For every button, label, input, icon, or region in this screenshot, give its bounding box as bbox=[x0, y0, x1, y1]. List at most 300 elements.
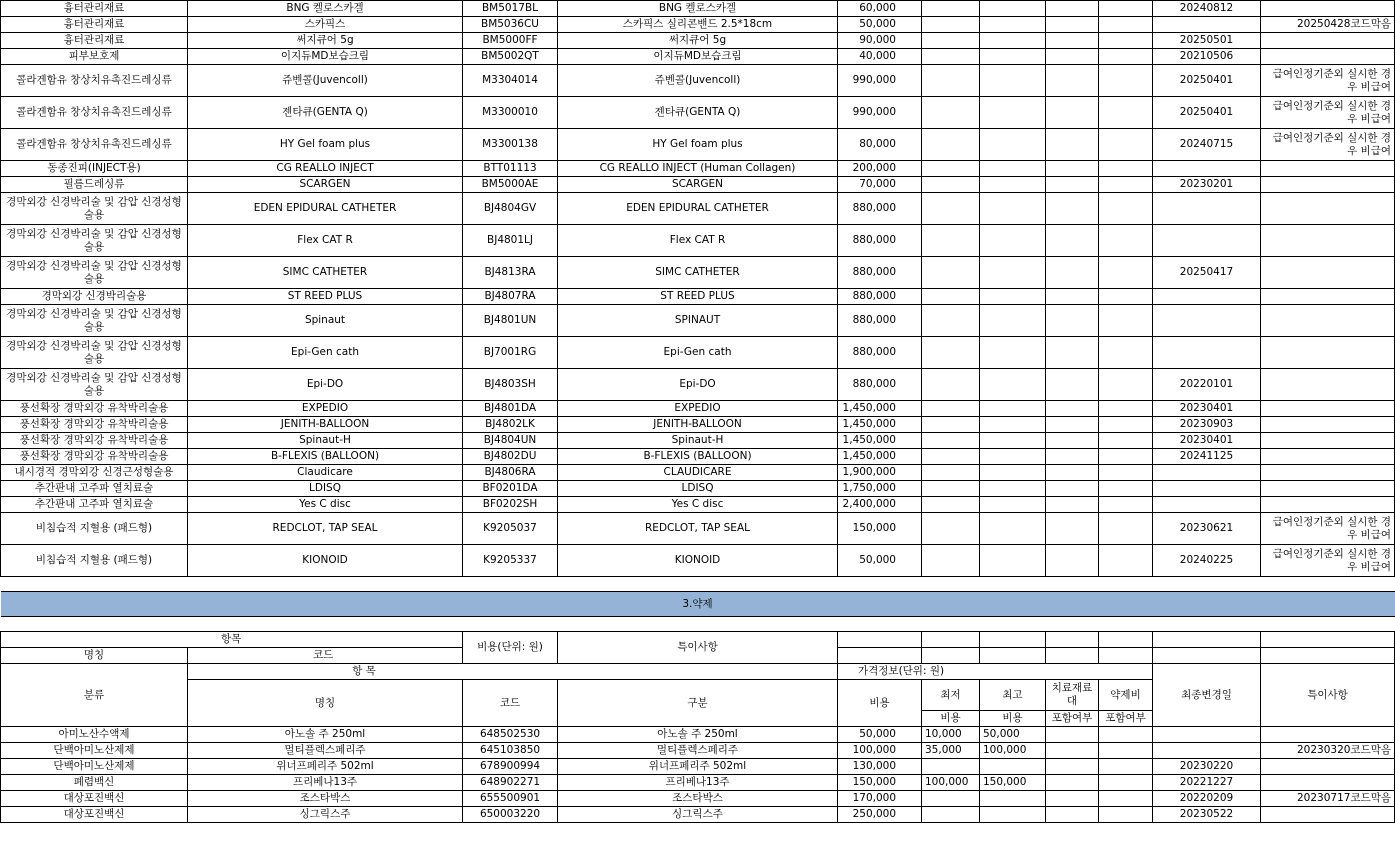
max-cell bbox=[980, 449, 1046, 465]
price-cell: 880,000 bbox=[838, 369, 922, 401]
price-cell: 1,450,000 bbox=[838, 401, 922, 417]
max-cell bbox=[980, 337, 1046, 369]
header-b-drug: 약제비 bbox=[1099, 680, 1153, 711]
name-cell: Epi-Gen cath bbox=[188, 337, 463, 369]
max-cell bbox=[980, 807, 1046, 823]
category-cell: 폐렴백신 bbox=[1, 775, 188, 791]
max-cell bbox=[980, 497, 1046, 513]
date-cell bbox=[1153, 289, 1261, 305]
code-cell: BJ4806RA bbox=[463, 465, 558, 481]
date-cell: 20250401 bbox=[1153, 65, 1261, 97]
table-row bbox=[1, 743, 1395, 759]
price-cell: 880,000 bbox=[838, 193, 922, 225]
price-cell: 1,450,000 bbox=[838, 417, 922, 433]
spec-cell: SIMC CATHETER bbox=[558, 257, 838, 289]
name-cell: REDCLOT, TAP SEAL bbox=[188, 513, 463, 545]
header-a-note: 특이사항 bbox=[558, 632, 838, 664]
treat-cell bbox=[1046, 775, 1099, 791]
spec-cell: 써지큐어 5g bbox=[558, 33, 838, 49]
note-cell bbox=[1261, 727, 1395, 743]
category-cell: 추간판내 고주파 열치료술 bbox=[1, 497, 188, 513]
max-cell bbox=[980, 33, 1046, 49]
date-cell: 20240715 bbox=[1153, 129, 1261, 161]
code-cell: M3300010 bbox=[463, 97, 558, 129]
header-b-category: 분류 bbox=[1, 664, 188, 727]
min-cell bbox=[922, 369, 980, 401]
drug-cell bbox=[1099, 807, 1153, 823]
treat-cell bbox=[1046, 257, 1099, 289]
min-cell bbox=[922, 1, 980, 17]
max-cell bbox=[980, 791, 1046, 807]
min-cell bbox=[922, 177, 980, 193]
spec-cell: B-FLEXIS (BALLOON) bbox=[558, 449, 838, 465]
code-cell: BJ4801UN bbox=[463, 305, 558, 337]
max-cell bbox=[980, 433, 1046, 449]
name-cell: 이지듀MD보습크림 bbox=[188, 49, 463, 65]
note-cell bbox=[1261, 305, 1395, 337]
drug-cell bbox=[1099, 775, 1153, 791]
price-cell: 80,000 bbox=[838, 129, 922, 161]
min-cell bbox=[922, 807, 980, 823]
table-row bbox=[1, 17, 1395, 33]
date-cell: 20250401 bbox=[1153, 97, 1261, 129]
date-cell: 20230621 bbox=[1153, 513, 1261, 545]
treat-cell bbox=[1046, 465, 1099, 481]
treat-cell bbox=[1046, 727, 1099, 743]
category-cell: 풍선확장 경막외강 유착박리술용 bbox=[1, 449, 188, 465]
spec-cell: HY Gel foam plus bbox=[558, 129, 838, 161]
category-cell: 흉터관리재료 bbox=[1, 1, 188, 17]
min-cell bbox=[922, 129, 980, 161]
max-cell bbox=[980, 65, 1046, 97]
min-cell bbox=[922, 97, 980, 129]
max-cell bbox=[980, 759, 1046, 775]
blank-row bbox=[1, 617, 1395, 632]
spec-cell: JENITH-BALLOON bbox=[558, 417, 838, 433]
note-cell bbox=[1261, 807, 1395, 823]
date-cell: 20210506 bbox=[1153, 49, 1261, 65]
spec-cell: Yes C disc bbox=[558, 497, 838, 513]
treat-cell bbox=[1046, 177, 1099, 193]
note-cell bbox=[1261, 417, 1395, 433]
code-cell: BF0202SH bbox=[463, 497, 558, 513]
code-cell: BTT01113 bbox=[463, 161, 558, 177]
min-cell bbox=[922, 417, 980, 433]
name-cell: EXPEDIO bbox=[188, 401, 463, 417]
drug-cell bbox=[1099, 369, 1153, 401]
spec-cell: Spinaut-H bbox=[558, 433, 838, 449]
drug-cell bbox=[1099, 401, 1153, 417]
name-cell: Yes C disc bbox=[188, 497, 463, 513]
drug-cell bbox=[1099, 33, 1153, 49]
drug-cell bbox=[1099, 225, 1153, 257]
category-cell: 필름드레싱류 bbox=[1, 177, 188, 193]
max-cell: 150,000 bbox=[980, 775, 1046, 791]
drug-cell bbox=[1099, 193, 1153, 225]
kind-cell: 멀티플렉스페리주 bbox=[558, 743, 838, 759]
treat-cell bbox=[1046, 481, 1099, 497]
code-cell: BJ4807RA bbox=[463, 289, 558, 305]
table-row bbox=[1, 481, 1395, 497]
kind-cell: 프리베나13주 bbox=[558, 775, 838, 791]
date-cell bbox=[1153, 17, 1261, 33]
category-cell: 피부보호제 bbox=[1, 49, 188, 65]
code-cell: BM5000AE bbox=[463, 177, 558, 193]
code-cell: BJ4803SH bbox=[463, 369, 558, 401]
note-cell bbox=[1261, 759, 1395, 775]
treat-cell bbox=[1046, 225, 1099, 257]
header-a-name: 명칭 bbox=[1, 648, 188, 664]
drug-cell bbox=[1099, 129, 1153, 161]
spec-cell: LDISQ bbox=[558, 481, 838, 497]
note-cell: 20230320코드막음 bbox=[1261, 743, 1395, 759]
treat-cell bbox=[1046, 401, 1099, 417]
code-cell: BJ4804UN bbox=[463, 433, 558, 449]
price-cell: 40,000 bbox=[838, 49, 922, 65]
name-cell: SCARGEN bbox=[188, 177, 463, 193]
drug-cell bbox=[1099, 17, 1153, 33]
min-cell bbox=[922, 65, 980, 97]
table-row bbox=[1, 759, 1395, 775]
name-cell: Spinaut-H bbox=[188, 433, 463, 449]
note-cell: 급여인정기준외 실시한 경우 비급여 bbox=[1261, 545, 1395, 577]
table-row bbox=[1, 401, 1395, 417]
header-b-treat: 치료재료대 bbox=[1046, 680, 1099, 711]
code-cell: 648902271 bbox=[463, 775, 558, 791]
name-cell: Epi-DO bbox=[188, 369, 463, 401]
table-row bbox=[1, 369, 1395, 401]
category-cell: 내시경적 경막외강 신경근성형술용 bbox=[1, 465, 188, 481]
max-cell bbox=[980, 193, 1046, 225]
min-cell bbox=[922, 497, 980, 513]
treat-cell bbox=[1046, 193, 1099, 225]
note-cell: 급여인정기준외 실시한 경우 비급여 bbox=[1261, 97, 1395, 129]
treat-cell bbox=[1046, 161, 1099, 177]
header-b-row1 bbox=[1, 664, 1395, 680]
name-cell: 스카픽스 bbox=[188, 17, 463, 33]
price-cell: 130,000 bbox=[838, 759, 922, 775]
category-cell: 단백아미노산제제 bbox=[1, 743, 188, 759]
code-cell: BJ4801LJ bbox=[463, 225, 558, 257]
kind-cell: 조스타박스 bbox=[558, 791, 838, 807]
spec-cell: EXPEDIO bbox=[558, 401, 838, 417]
category-cell: 흉터관리재료 bbox=[1, 17, 188, 33]
treat-cell bbox=[1046, 759, 1099, 775]
max-cell bbox=[980, 369, 1046, 401]
date-cell bbox=[1153, 193, 1261, 225]
spec-cell: 젠타큐(GENTA Q) bbox=[558, 97, 838, 129]
price-cell: 880,000 bbox=[838, 225, 922, 257]
table-row bbox=[1, 161, 1395, 177]
min-cell bbox=[922, 289, 980, 305]
category-cell: 콜라겐함유 창상치유촉진드레싱류 bbox=[1, 129, 188, 161]
table-row bbox=[1, 433, 1395, 449]
name-cell: KIONOID bbox=[188, 545, 463, 577]
price-cell: 2,400,000 bbox=[838, 497, 922, 513]
table-row bbox=[1, 727, 1395, 743]
price-cell: 170,000 bbox=[838, 791, 922, 807]
note-cell bbox=[1261, 369, 1395, 401]
treat-cell bbox=[1046, 49, 1099, 65]
code-cell: BJ7001RG bbox=[463, 337, 558, 369]
date-cell: 20240225 bbox=[1153, 545, 1261, 577]
category-cell: 경막외강 신경박리술용 bbox=[1, 289, 188, 305]
table-row bbox=[1, 33, 1395, 49]
header-b-date: 최종변경일 bbox=[1153, 664, 1261, 727]
category-cell: 풍선확장 경막외강 유착박리술용 bbox=[1, 417, 188, 433]
treat-cell bbox=[1046, 305, 1099, 337]
header-b-min: 최저 bbox=[922, 680, 980, 711]
note-cell bbox=[1261, 433, 1395, 449]
min-cell bbox=[922, 759, 980, 775]
header-b-price-info: 가격정보(단위: 원) bbox=[838, 664, 1153, 680]
note-cell: 급여인정기준외 실시한 경우 비급여 bbox=[1261, 513, 1395, 545]
min-cell bbox=[922, 449, 980, 465]
min-cell bbox=[922, 545, 980, 577]
name-cell: 프리베나13주 bbox=[188, 775, 463, 791]
table-row bbox=[1, 1, 1395, 17]
max-cell bbox=[980, 257, 1046, 289]
name-cell: JENITH-BALLOON bbox=[188, 417, 463, 433]
table-row bbox=[1, 545, 1395, 577]
table-row bbox=[1, 775, 1395, 791]
price-cell: 1,900,000 bbox=[838, 465, 922, 481]
treat-cell bbox=[1046, 369, 1099, 401]
table-row bbox=[1, 193, 1395, 225]
note-cell bbox=[1261, 449, 1395, 465]
name-cell: 멀티플렉스페리주 bbox=[188, 743, 463, 759]
code-cell: 648502530 bbox=[463, 727, 558, 743]
spec-cell: CLAUDICARE bbox=[558, 465, 838, 481]
code-cell: K9205337 bbox=[463, 545, 558, 577]
date-cell: 20221227 bbox=[1153, 775, 1261, 791]
note-cell bbox=[1261, 161, 1395, 177]
date-cell: 20250417 bbox=[1153, 257, 1261, 289]
name-cell: SIMC CATHETER bbox=[188, 257, 463, 289]
spec-cell: EDEN EPIDURAL CATHETER bbox=[558, 193, 838, 225]
table-row bbox=[1, 257, 1395, 289]
header-b-code: 코드 bbox=[463, 680, 558, 727]
header-b-item: 항 목 bbox=[188, 664, 838, 680]
drug-cell bbox=[1099, 305, 1153, 337]
date-cell: 20220209 bbox=[1153, 791, 1261, 807]
min-cell bbox=[922, 17, 980, 33]
price-cell: 70,000 bbox=[838, 177, 922, 193]
note-cell bbox=[1261, 1, 1395, 17]
name-cell: HY Gel foam plus bbox=[188, 129, 463, 161]
note-cell bbox=[1261, 257, 1395, 289]
date-cell: 20230522 bbox=[1153, 807, 1261, 823]
name-cell: B-FLEXIS (BALLOON) bbox=[188, 449, 463, 465]
category-cell: 대상포진백신 bbox=[1, 807, 188, 823]
max-cell bbox=[980, 513, 1046, 545]
date-cell: 20220101 bbox=[1153, 369, 1261, 401]
table-row bbox=[1, 289, 1395, 305]
note-cell bbox=[1261, 465, 1395, 481]
max-cell bbox=[980, 161, 1046, 177]
min-cell bbox=[922, 49, 980, 65]
name-cell: 아노솔 주 250ml bbox=[188, 727, 463, 743]
name-cell: 쥬벤콜(Juvencoll) bbox=[188, 65, 463, 97]
date-cell: 20230401 bbox=[1153, 433, 1261, 449]
category-cell: 아미노산수액제 bbox=[1, 727, 188, 743]
drug-cell bbox=[1099, 513, 1153, 545]
date-cell: 20250501 bbox=[1153, 33, 1261, 49]
min-cell bbox=[922, 337, 980, 369]
min-cell bbox=[922, 401, 980, 417]
category-cell: 경막외강 신경박리술 및 감압 신경성형술용 bbox=[1, 337, 188, 369]
category-cell: 동종진피(INJECT용) bbox=[1, 161, 188, 177]
date-cell bbox=[1153, 743, 1261, 759]
code-cell: 678900994 bbox=[463, 759, 558, 775]
code-cell: BJ4804GV bbox=[463, 193, 558, 225]
treat-cell bbox=[1046, 513, 1099, 545]
spec-cell: KIONOID bbox=[558, 545, 838, 577]
code-cell: BJ4813RA bbox=[463, 257, 558, 289]
date-cell: 20241125 bbox=[1153, 449, 1261, 465]
date-cell bbox=[1153, 225, 1261, 257]
min-cell bbox=[922, 513, 980, 545]
price-cell: 880,000 bbox=[838, 289, 922, 305]
price-cell: 1,450,000 bbox=[838, 449, 922, 465]
table-row bbox=[1, 449, 1395, 465]
max-cell bbox=[980, 17, 1046, 33]
name-cell: Claudicare bbox=[188, 465, 463, 481]
note-cell bbox=[1261, 401, 1395, 417]
price-cell: 150,000 bbox=[838, 775, 922, 791]
treat-cell bbox=[1046, 433, 1099, 449]
name-cell: BNG 켈로스카겔 bbox=[188, 1, 463, 17]
category-cell: 풍선확장 경막외강 유착박리술용 bbox=[1, 401, 188, 417]
drug-cell bbox=[1099, 791, 1153, 807]
date-cell: 20230903 bbox=[1153, 417, 1261, 433]
min-cell bbox=[922, 193, 980, 225]
spec-cell: Flex CAT R bbox=[558, 225, 838, 257]
spec-cell: SPINAUT bbox=[558, 305, 838, 337]
kind-cell: 아노솔 주 250ml bbox=[558, 727, 838, 743]
drug-cell bbox=[1099, 417, 1153, 433]
min-cell: 100,000 bbox=[922, 775, 980, 791]
price-cell: 1,450,000 bbox=[838, 433, 922, 449]
table-row bbox=[1, 225, 1395, 257]
header-b-kind: 구분 bbox=[558, 680, 838, 727]
spec-cell: 이지듀MD보습크림 bbox=[558, 49, 838, 65]
treat-cell bbox=[1046, 17, 1099, 33]
category-cell: 경막외강 신경박리술 및 감압 신경성형술용 bbox=[1, 369, 188, 401]
category-cell: 경막외강 신경박리술 및 감압 신경성형술용 bbox=[1, 225, 188, 257]
max-cell: 50,000 bbox=[980, 727, 1046, 743]
name-cell: 위너프페리주 502ml bbox=[188, 759, 463, 775]
max-cell bbox=[980, 1, 1046, 17]
min-cell: 10,000 bbox=[922, 727, 980, 743]
treat-cell bbox=[1046, 129, 1099, 161]
price-cell: 880,000 bbox=[838, 337, 922, 369]
drug-cell bbox=[1099, 289, 1153, 305]
category-cell: 콜라겐함유 창상치유촉진드레싱류 bbox=[1, 97, 188, 129]
drug-cell bbox=[1099, 177, 1153, 193]
note-cell: 20250428코드막음 bbox=[1261, 17, 1395, 33]
treat-cell bbox=[1046, 33, 1099, 49]
max-cell bbox=[980, 401, 1046, 417]
code-cell: K9205037 bbox=[463, 513, 558, 545]
spec-cell: Epi-Gen cath bbox=[558, 337, 838, 369]
category-cell: 흉터관리재료 bbox=[1, 33, 188, 49]
max-cell bbox=[980, 129, 1046, 161]
code-cell: BM5000FF bbox=[463, 33, 558, 49]
date-cell bbox=[1153, 497, 1261, 513]
code-cell: M3304014 bbox=[463, 65, 558, 97]
name-cell: CG REALLO INJECT bbox=[188, 161, 463, 177]
kind-cell: 위너프페리주 502ml bbox=[558, 759, 838, 775]
treat-cell bbox=[1046, 337, 1099, 369]
note-cell bbox=[1261, 225, 1395, 257]
price-cell: 50,000 bbox=[838, 17, 922, 33]
max-cell: 100,000 bbox=[980, 743, 1046, 759]
code-cell: BJ4802DU bbox=[463, 449, 558, 465]
treat-cell bbox=[1046, 497, 1099, 513]
code-cell: BM5036CU bbox=[463, 17, 558, 33]
drug-cell bbox=[1099, 433, 1153, 449]
code-cell: BJ4802LK bbox=[463, 417, 558, 433]
category-cell: 단백아미노산제제 bbox=[1, 759, 188, 775]
drug-cell bbox=[1099, 97, 1153, 129]
section-title: 3.약제 bbox=[1, 592, 1395, 617]
max-cell bbox=[980, 465, 1046, 481]
name-cell: 싱그릭스주 bbox=[188, 807, 463, 823]
treat-cell bbox=[1046, 807, 1099, 823]
date-cell: 20230201 bbox=[1153, 177, 1261, 193]
table-row bbox=[1, 97, 1395, 129]
header-b-max-sub: 비용 bbox=[980, 711, 1046, 727]
category-cell: 비침습적 지혈용 (패드형) bbox=[1, 545, 188, 577]
name-cell: Spinaut bbox=[188, 305, 463, 337]
name-cell: 조스타박스 bbox=[188, 791, 463, 807]
min-cell bbox=[922, 33, 980, 49]
price-cell: 200,000 bbox=[838, 161, 922, 177]
max-cell bbox=[980, 417, 1046, 433]
note-cell bbox=[1261, 337, 1395, 369]
note-cell bbox=[1261, 193, 1395, 225]
price-cell: 880,000 bbox=[838, 305, 922, 337]
date-cell bbox=[1153, 465, 1261, 481]
table-row bbox=[1, 65, 1395, 97]
code-cell: M3300138 bbox=[463, 129, 558, 161]
date-cell: 20240812 bbox=[1153, 1, 1261, 17]
table-row bbox=[1, 465, 1395, 481]
min-cell bbox=[922, 257, 980, 289]
code-cell: BM5017BL bbox=[463, 1, 558, 17]
code-cell: BM5002QT bbox=[463, 49, 558, 65]
header-b-note: 특이사항 bbox=[1261, 664, 1395, 727]
header-b-cost: 비용 bbox=[838, 680, 922, 727]
code-cell: BF0201DA bbox=[463, 481, 558, 497]
spec-cell: CG REALLO INJECT (Human Collagen) bbox=[558, 161, 838, 177]
name-cell: LDISQ bbox=[188, 481, 463, 497]
price-cell: 250,000 bbox=[838, 807, 922, 823]
drug-cell bbox=[1099, 257, 1153, 289]
table-row bbox=[1, 49, 1395, 65]
min-cell bbox=[922, 225, 980, 257]
name-cell: Flex CAT R bbox=[188, 225, 463, 257]
date-cell bbox=[1153, 727, 1261, 743]
drug-cell bbox=[1099, 545, 1153, 577]
drug-cell bbox=[1099, 497, 1153, 513]
min-cell bbox=[922, 433, 980, 449]
drug-cell bbox=[1099, 449, 1153, 465]
header-b-treat-sub: 포함여부 bbox=[1046, 711, 1099, 727]
max-cell bbox=[980, 545, 1046, 577]
table-row bbox=[1, 337, 1395, 369]
